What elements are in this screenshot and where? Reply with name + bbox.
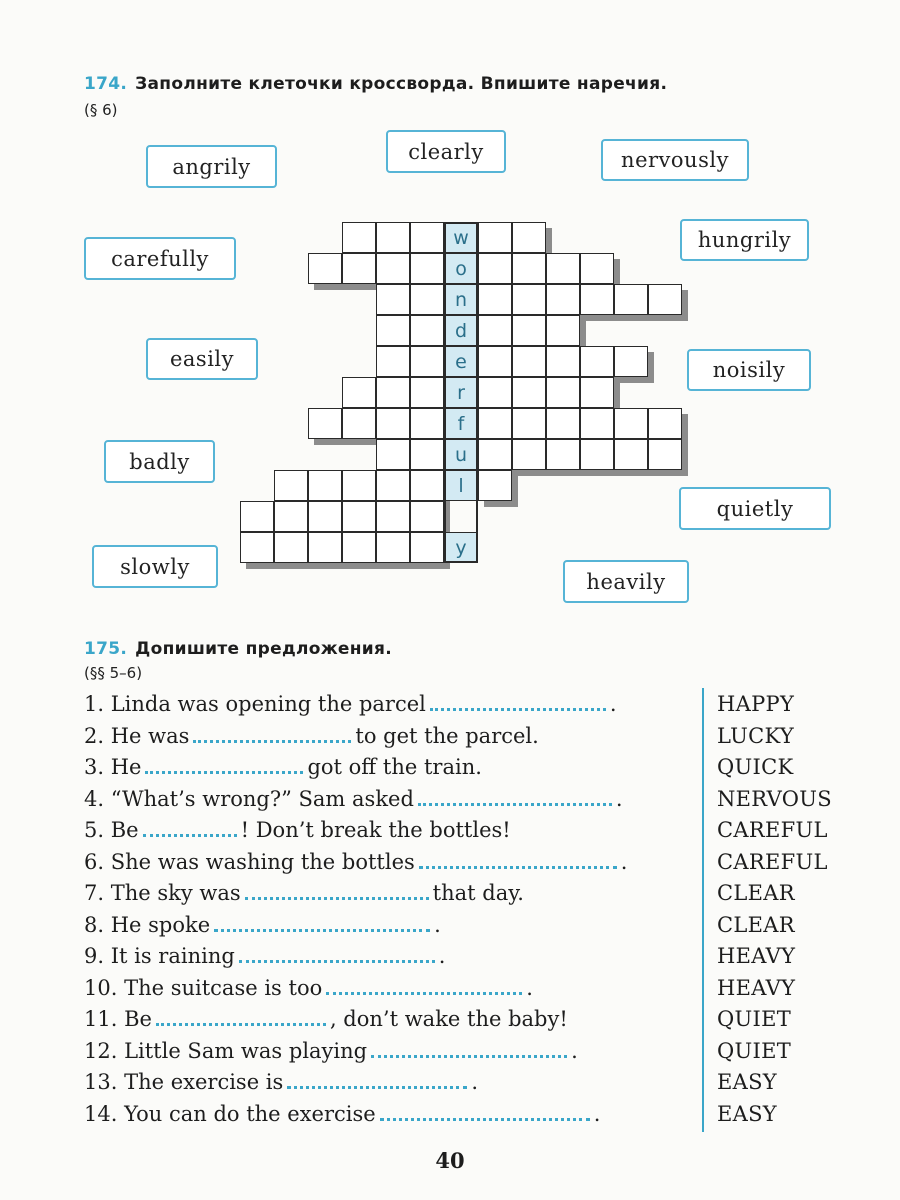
- sentence-row: [84, 724, 539, 748]
- base-word: QUIET: [717, 1038, 792, 1063]
- answer-blank[interactable]: [287, 1074, 467, 1089]
- sentence-text-before: She was washing the bottles: [110, 849, 415, 874]
- crossword-cell[interactable]: [512, 346, 546, 377]
- sentence-text-before: He: [110, 755, 142, 779]
- sentence-number: 9.: [84, 944, 111, 968]
- sentence-text-after: , don’t wake the baby!: [329, 1007, 568, 1031]
- crossword-cell[interactable]: [580, 284, 614, 315]
- crossword-cell[interactable]: [410, 377, 444, 408]
- base-word: LUCKY: [717, 723, 795, 748]
- crossword-cell[interactable]: [478, 253, 512, 284]
- sentence-text-after: .: [434, 912, 441, 937]
- crossword-cell[interactable]: [410, 408, 444, 439]
- crossword-cell[interactable]: [376, 346, 410, 377]
- crossword-cell[interactable]: [376, 501, 410, 532]
- crossword-key-cell: r: [444, 377, 478, 408]
- sentence-row: [84, 755, 482, 779]
- crossword-cell[interactable]: [478, 439, 512, 470]
- sentence-row: [84, 818, 511, 842]
- answer-blank[interactable]: [419, 854, 617, 869]
- sentence-text-after: ! Don’t break the bottles!: [240, 818, 511, 842]
- crossword-cell[interactable]: [512, 222, 546, 253]
- sentence-number: 11.: [84, 1007, 125, 1031]
- crossword-cell[interactable]: [410, 501, 444, 532]
- sentence-row: [84, 1070, 478, 1094]
- crossword-cell[interactable]: [308, 470, 342, 501]
- crossword-cell[interactable]: [376, 532, 410, 563]
- crossword-cell[interactable]: [614, 284, 648, 315]
- crossword-cell[interactable]: [308, 408, 342, 439]
- word-box-angrily: angrily: [146, 145, 277, 188]
- sentence-text-before: It is raining: [110, 944, 235, 968]
- crossword-cell[interactable]: [546, 377, 580, 408]
- exercise-175-title: Допишите предложения.: [135, 639, 392, 659]
- base-word: HEAVY: [717, 975, 796, 1000]
- crossword-cell[interactable]: [410, 470, 444, 501]
- crossword-cell[interactable]: [376, 377, 410, 408]
- crossword-cell[interactable]: [410, 222, 444, 253]
- crossword-key-cell: l: [444, 470, 478, 501]
- crossword-cell[interactable]: [308, 532, 342, 563]
- crossword-cell[interactable]: [308, 253, 342, 284]
- sentence-row: [84, 787, 623, 811]
- sentence-text-after: .: [620, 849, 628, 874]
- sentence-text-after: that day.: [432, 881, 524, 905]
- sentence-number: 1.: [84, 692, 111, 716]
- sentence-text-after: .: [438, 944, 446, 968]
- crossword-cell[interactable]: [274, 532, 308, 563]
- answer-blank[interactable]: [156, 1011, 326, 1026]
- sentence-number: 14.: [84, 1101, 125, 1126]
- base-word: EASY: [717, 1101, 777, 1126]
- word-box-badly: badly: [104, 440, 215, 483]
- crossword-cell[interactable]: [342, 222, 376, 253]
- base-word: CLEAR: [717, 881, 795, 905]
- sentence-row: [84, 850, 627, 874]
- answer-divider: [702, 688, 704, 1132]
- crossword-cell[interactable]: [546, 408, 580, 439]
- exercise-175-heading: [84, 639, 392, 659]
- crossword-cell[interactable]: [240, 532, 274, 563]
- answer-blank[interactable]: [245, 885, 429, 900]
- crossword-cell[interactable]: [274, 470, 308, 501]
- base-word: CAREFUL: [717, 818, 828, 842]
- crossword-cell[interactable]: [410, 439, 444, 470]
- sentence-text-after: .: [571, 1038, 578, 1063]
- answer-blank[interactable]: [193, 728, 351, 743]
- exercise-175-section: (§§ 5–6): [84, 664, 143, 682]
- crossword-cell[interactable]: [274, 501, 308, 532]
- answer-blank[interactable]: [371, 1043, 567, 1058]
- word-box-hungrily: hungrily: [680, 219, 809, 261]
- crossword-key-cell: f: [444, 408, 478, 439]
- crossword-cell[interactable]: [376, 470, 410, 501]
- crossword-cell[interactable]: [580, 377, 614, 408]
- base-word: QUICK: [717, 755, 794, 779]
- base-word: CAREFUL: [717, 849, 828, 874]
- crossword-cell[interactable]: [342, 253, 376, 284]
- page-number: 40: [435, 1148, 465, 1173]
- word-box-nervously: nervously: [601, 139, 749, 181]
- crossword-cell[interactable]: [342, 377, 376, 408]
- crossword-cell[interactable]: [376, 408, 410, 439]
- word-box-heavily: heavily: [563, 560, 689, 603]
- crossword-cell[interactable]: [342, 532, 376, 563]
- crossword-key-cell: y: [444, 532, 478, 563]
- crossword-cell[interactable]: [376, 222, 410, 253]
- answer-blank[interactable]: [214, 917, 430, 932]
- crossword-cell[interactable]: [546, 439, 580, 470]
- answer-blank[interactable]: [326, 980, 522, 995]
- crossword-key-cell: n: [444, 284, 478, 315]
- sentence-text-after: .: [471, 1070, 478, 1094]
- answer-blank[interactable]: [418, 791, 612, 806]
- base-word: EASY: [717, 1070, 777, 1094]
- crossword-cell[interactable]: [376, 315, 410, 346]
- answer-blank[interactable]: [143, 822, 237, 837]
- sentence-text-before: The suitcase is too: [124, 975, 323, 1000]
- sentence-text-before: Be: [124, 1007, 152, 1031]
- crossword-cell[interactable]: [512, 315, 546, 346]
- sentence-row: [84, 976, 533, 1000]
- sentence-text-after: .: [526, 975, 533, 1000]
- sentence-number: 4.: [84, 786, 111, 811]
- crossword-cell[interactable]: [478, 408, 512, 439]
- crossword-cell[interactable]: [512, 439, 546, 470]
- crossword-key-cell: d: [444, 315, 478, 346]
- sentence-text-before: You can do the exercise: [124, 1101, 376, 1126]
- crossword-cell[interactable]: [342, 408, 376, 439]
- sentence-row: [84, 1102, 600, 1126]
- crossword-cell[interactable]: [614, 346, 648, 377]
- crossword-cell[interactable]: [546, 253, 580, 284]
- base-word: HEAVY: [717, 944, 796, 968]
- crossword-cell[interactable]: [376, 284, 410, 315]
- sentence-row: [84, 881, 524, 905]
- sentence-text-after: got off the train.: [307, 755, 482, 779]
- answer-blank[interactable]: [145, 759, 303, 774]
- word-box-slowly: slowly: [92, 545, 218, 588]
- crossword-cell[interactable]: [478, 284, 512, 315]
- sentence-number: 12.: [84, 1038, 125, 1063]
- sentence-number: 2.: [84, 723, 111, 748]
- crossword-cell[interactable]: [478, 346, 512, 377]
- answer-blank[interactable]: [239, 948, 435, 963]
- sentence-text-before: The sky was: [110, 881, 241, 905]
- crossword-cell[interactable]: [410, 284, 444, 315]
- sentence-text-before: He was: [110, 723, 190, 748]
- crossword-cell[interactable]: [546, 315, 580, 346]
- crossword-cell[interactable]: [376, 253, 410, 284]
- sentence-row: [84, 913, 441, 937]
- sentence-text-before: “What’s wrong?” Sam asked: [110, 786, 414, 811]
- sentence-row: [84, 1007, 568, 1031]
- crossword-cell[interactable]: [512, 408, 546, 439]
- crossword-key-cell: e: [444, 346, 478, 377]
- answer-blank[interactable]: [380, 1106, 590, 1121]
- sentence-number: 3.: [84, 755, 111, 779]
- sentence-text-before: He spoke: [110, 912, 211, 937]
- sentence-number: 6.: [84, 849, 111, 874]
- crossword-cell[interactable]: [546, 346, 580, 377]
- base-word: QUIET: [717, 1007, 792, 1031]
- sentence-text-before: The exercise is: [124, 1070, 284, 1094]
- crossword-cell[interactable]: [546, 284, 580, 315]
- exercise-174-title: Заполните клеточки кроссворда. Впишите наречия.: [135, 74, 668, 94]
- sentence-text-before: Be: [110, 818, 139, 842]
- sentence-text-after: .: [615, 786, 623, 811]
- base-word: NERVOUS: [717, 786, 832, 811]
- crossword-cell[interactable]: [410, 315, 444, 346]
- crossword-cell[interactable]: [580, 439, 614, 470]
- word-box-quietly: quietly: [679, 487, 831, 530]
- base-word: CLEAR: [717, 912, 795, 937]
- sentence-row: [84, 1039, 578, 1063]
- sentence-text-after: .: [609, 692, 617, 716]
- crossword-cell[interactable]: [342, 470, 376, 501]
- word-box-easily: easily: [146, 338, 258, 380]
- crossword-key-cell: u: [444, 439, 478, 470]
- crossword-key-cell: w: [444, 222, 478, 253]
- crossword-cell[interactable]: [580, 346, 614, 377]
- crossword-key-cell: o: [444, 253, 478, 284]
- crossword-cell[interactable]: [240, 501, 274, 532]
- exercise-174-section: (§ 6): [84, 101, 118, 119]
- answer-blank[interactable]: [430, 696, 606, 711]
- sentence-row: [84, 692, 617, 716]
- exercise-174-heading: [84, 74, 667, 94]
- word-box-noisily: noisily: [687, 349, 811, 391]
- sentence-text-before: Little Sam was playing: [124, 1038, 368, 1063]
- sentence-text-before: Linda was opening the parcel: [110, 692, 426, 716]
- sentence-number: 13.: [84, 1070, 125, 1094]
- word-box-carefully: carefully: [84, 237, 236, 280]
- crossword-cell[interactable]: [478, 222, 512, 253]
- sentence-number: 5.: [84, 818, 111, 842]
- crossword-cell[interactable]: [580, 408, 614, 439]
- crossword-cell[interactable]: [478, 377, 512, 408]
- crossword-cell[interactable]: [512, 377, 546, 408]
- crossword-cell[interactable]: [308, 501, 342, 532]
- crossword-cell[interactable]: [614, 408, 648, 439]
- base-word: HAPPY: [717, 692, 795, 716]
- sentence-number: 10.: [84, 975, 125, 1000]
- crossword-cell[interactable]: [376, 439, 410, 470]
- sentence-number: 7.: [84, 881, 111, 905]
- crossword-cell[interactable]: [648, 284, 682, 315]
- crossword-cell[interactable]: [580, 253, 614, 284]
- crossword-cell[interactable]: [478, 470, 512, 501]
- crossword-cell[interactable]: [614, 439, 648, 470]
- sentence-number: 8.: [84, 912, 111, 937]
- exercise-175-number: 175.: [84, 639, 128, 659]
- crossword-cell[interactable]: [342, 501, 376, 532]
- crossword-cell[interactable]: [410, 253, 444, 284]
- crossword-cell[interactable]: [648, 408, 682, 439]
- crossword-cell[interactable]: [512, 284, 546, 315]
- crossword-cell[interactable]: [648, 439, 682, 470]
- word-box-clearly: clearly: [386, 130, 506, 173]
- sentence-row: [84, 944, 445, 968]
- crossword-cell[interactable]: [478, 315, 512, 346]
- crossword-cell[interactable]: [410, 532, 444, 563]
- exercise-174-number: 174.: [84, 74, 128, 94]
- crossword-cell[interactable]: [410, 346, 444, 377]
- sentence-text-after: .: [593, 1101, 601, 1126]
- crossword-cell[interactable]: [512, 253, 546, 284]
- sentence-text-after: to get the parcel.: [355, 723, 539, 748]
